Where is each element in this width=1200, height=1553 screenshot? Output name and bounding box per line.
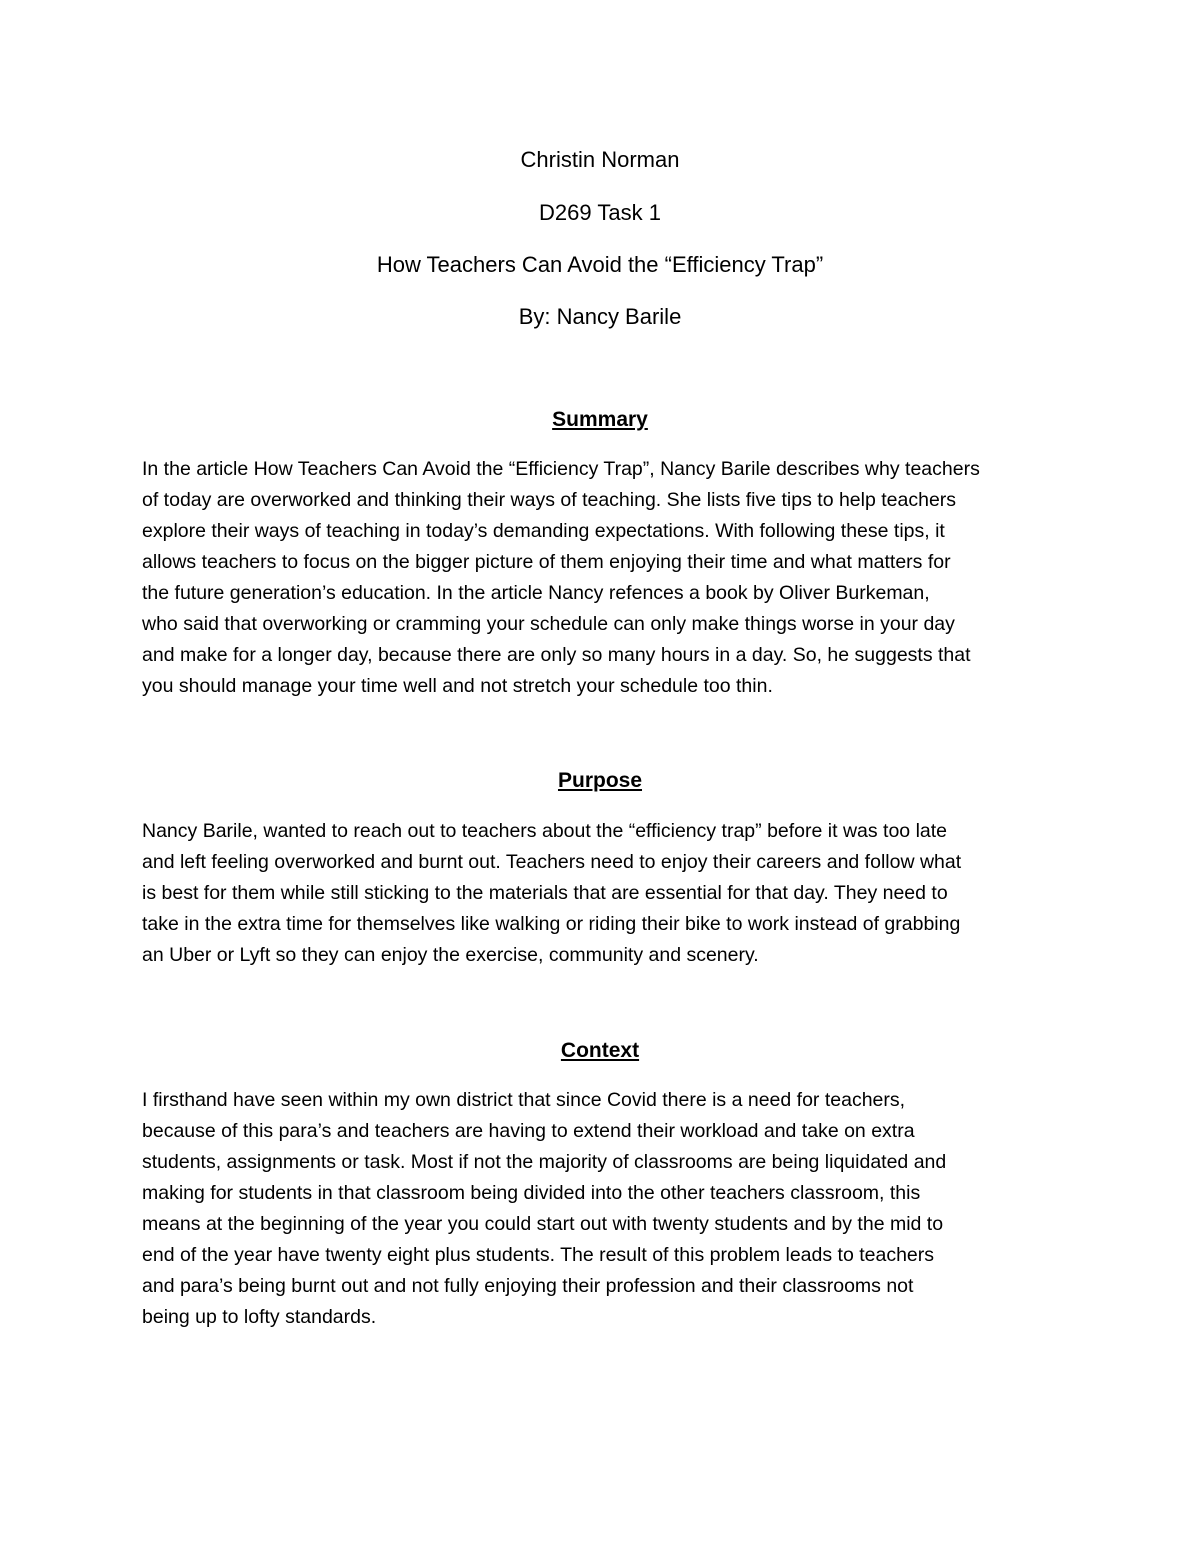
purpose-heading: Purpose (557, 769, 643, 792)
context-heading: Context (560, 1039, 640, 1062)
paragraph-line: an Uber or Lyft so they can enjoy the exercise, community and scenery. (142, 944, 759, 966)
paragraph-line: In the article How Teachers Can Avoid the “Efficiency Trap”, Nancy Barile describes why teachers (142, 458, 980, 480)
paragraph-line: because of this para’s and teachers are having to extend their workload and take on extra (142, 1120, 915, 1142)
paragraph-line: and make for a longer day, because there are only so many hours in a day. So, he suggests that (142, 644, 971, 666)
summary-heading: Summary (552, 408, 648, 431)
paragraph-line: being up to lofty standards. (142, 1306, 377, 1328)
article-title: How Teachers Can Avoid the “Efficiency Trap” (376, 252, 824, 277)
paragraph-line: Nancy Barile, wanted to reach out to teachers about the “efficiency trap” before it was too late (142, 820, 948, 842)
paragraph-line: explore their ways of teaching in today’s demanding expectations. With following these tips, it (142, 520, 945, 542)
paragraph-line: I firsthand have seen within my own district that since Covid there is a need for teachers, (142, 1089, 906, 1111)
paragraph-line: the future generation’s education. In the article Nancy refences a book by Oliver Burkeman, (142, 582, 930, 604)
paragraph-line: making for students in that classroom being divided into the other teachers classroom, this (142, 1182, 921, 1204)
paragraph-line: and para’s being burnt out and not fully enjoying their profession and their classrooms not (142, 1275, 914, 1297)
paragraph-line: students, assignments or task. Most if not the majority of classrooms are being liquidated and (142, 1151, 947, 1173)
task-label: D269 Task 1 (539, 200, 661, 225)
paragraph-line: of today are overworked and thinking their ways of teaching. She lists five tips to help teachers (142, 489, 957, 511)
paragraph-line: who said that overworking or cramming your schedule can only make things worse in your day (142, 613, 955, 635)
paragraph-line: is best for them while still sticking to the materials that are essential for that day. They need to (142, 882, 948, 904)
paragraph-line: you should manage your time well and not stretch your schedule too thin. (142, 675, 773, 697)
paragraph-line: means at the beginning of the year you could start out with twenty students and by the mid to (142, 1213, 944, 1235)
author-name: Christin Norman (520, 147, 680, 172)
article-byline: By: Nancy Barile (518, 304, 682, 329)
paragraph-line: allows teachers to focus on the bigger picture of them enjoying their time and what matters for (142, 551, 951, 573)
paragraph-line: take in the extra time for themselves like walking or riding their bike to work instead of grabbing (142, 913, 961, 935)
paragraph-line: and left feeling overworked and burnt out. Teachers need to enjoy their careers and follow what (142, 851, 962, 873)
paragraph-line: end of the year have twenty eight plus students. The result of this problem leads to teachers (142, 1244, 935, 1266)
